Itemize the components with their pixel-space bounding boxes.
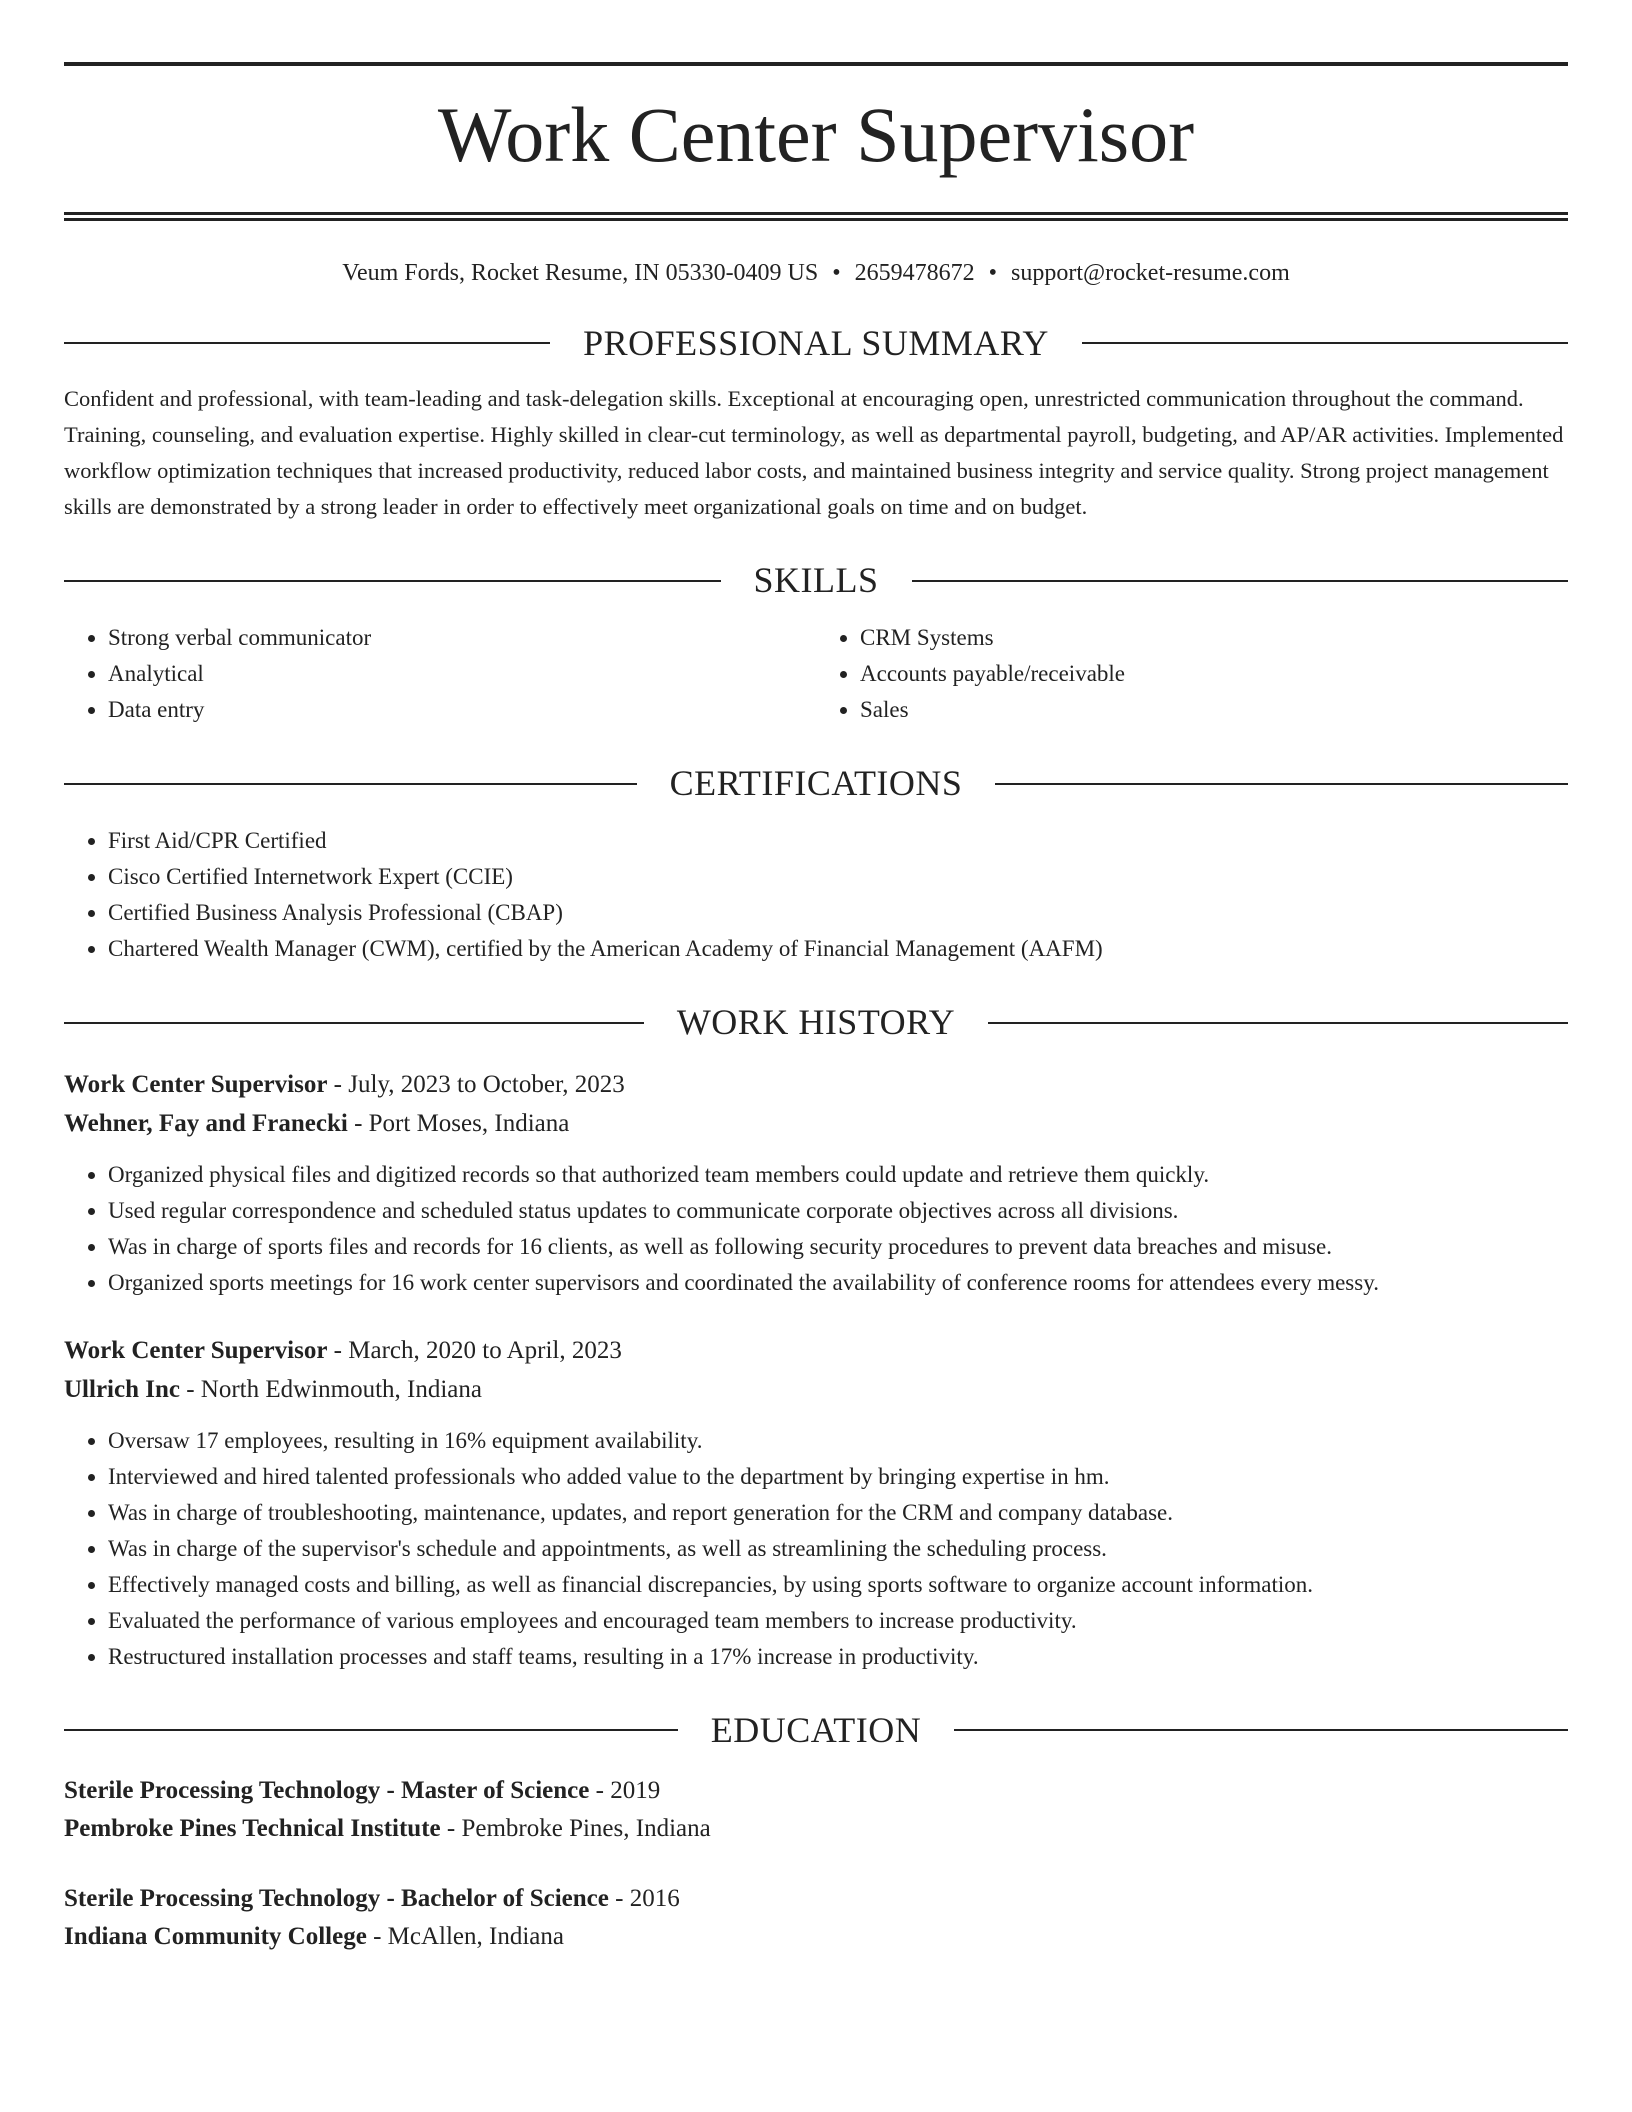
education-degree-line: [64, 1880, 1568, 1918]
job-bullet: • Organized physical files and digitized records so that authorized team members could update and retrieve them quickly.: [108, 1157, 1568, 1193]
heading-rule-left: [64, 580, 721, 582]
education-degree-line: [64, 1772, 1568, 1810]
certification-item: • Cisco Certified Internetwork Expert (CCIE): [108, 859, 1568, 895]
job-dates: July, 2023 to October, 2023: [348, 1070, 625, 1098]
section-title: EDUCATION: [710, 1709, 922, 1750]
job-bullets: [64, 1423, 1568, 1675]
heading-rule-left: [64, 342, 550, 344]
certifications-list: [64, 823, 1568, 967]
education-school-line: [64, 1918, 1568, 1956]
contact-separator: •: [832, 260, 841, 286]
certification-item: • Chartered Wealth Manager (CWM), certified by the American Academy of Financial Management (AAFM): [108, 931, 1568, 967]
dash: -: [608, 1884, 630, 1912]
heading-rule-right: [995, 783, 1568, 785]
skill-item: • Sales: [860, 692, 1568, 728]
heading-rule-right: [988, 1022, 1568, 1024]
dash: -: [347, 1109, 369, 1137]
resume-page: [64, 0, 1568, 1956]
job-bullets: [64, 1157, 1568, 1301]
skill-item: • Accounts payable/receivable: [860, 656, 1568, 692]
dash: -: [179, 1375, 201, 1403]
section-title: WORK HISTORY: [676, 1002, 956, 1043]
job-bullet: • Used regular correspondence and scheduled status updates to communicate corporate objectives across all divisions.: [108, 1193, 1568, 1229]
job-bullet: • Restructured installation processes and staff teams, resulting in a 17% increase in productivity.: [108, 1639, 1568, 1675]
heading-rule-right: [954, 1729, 1568, 1731]
skill-item: • CRM Systems: [860, 620, 1568, 656]
job-company: Ullrich Inc: [64, 1375, 180, 1403]
section-heading-work-history: [64, 1001, 1568, 1044]
skill-item: • Data entry: [108, 692, 816, 728]
job-entry: [64, 1331, 1568, 1675]
skills-list-right: [816, 620, 1568, 728]
contact-address: Veum Fords, Rocket Resume, IN 05330-0409 US: [342, 260, 819, 286]
heading-rule-left: [64, 783, 637, 785]
job-company: Wehner, Fay and Franecki: [64, 1109, 348, 1137]
certification-item: • First Aid/CPR Certified: [108, 823, 1568, 859]
job-title: Work Center Supervisor: [64, 1070, 328, 1098]
education-entry: [64, 1772, 1568, 1848]
title-double-rule: [64, 212, 1568, 221]
job-company-line: [64, 1370, 1568, 1409]
skills-columns: [64, 620, 1568, 728]
contact-phone: 2659478672: [854, 260, 975, 286]
resume-title: Work Center Supervisor: [437, 91, 1195, 178]
heading-rule-right: [1082, 342, 1568, 344]
heading-rule-left: [64, 1729, 678, 1731]
education-year: 2019: [610, 1776, 661, 1804]
contact-separator: •: [988, 260, 998, 286]
certification-item: • Certified Business Analysis Professional (CBAP): [108, 895, 1568, 931]
education-location: McAllen, Indiana: [387, 1922, 564, 1950]
job-company-line: [64, 1104, 1568, 1143]
section-title: CERTIFICATIONS: [669, 763, 963, 804]
job-bullet: • Interviewed and hired talented professionals who added value to the department by bringing expertise in hm.: [108, 1459, 1568, 1495]
dash: -: [327, 1336, 349, 1364]
summary-text: Confident and professional, with team-leading and task-delegation skills. Exceptional at encouraging open, unrestricted communication throughout the command. Training, counseling, and evaluation expertise. Highly skilled in clear-cut terminology, as well as departmental payroll, budgeting, and AP/AR activities. Implemented workflow optimization techniques that increased productivity, reduced labor costs, and maintained business integrity and service quality. Strong project management skills are demonstrated by a strong leader in order to effectively meet organizational goals on time and on budget.: [64, 385, 1564, 519]
skills-list-left: [64, 620, 816, 728]
job-bullet: • Was in charge of the supervisor's schedule and appointments, as well as streamlining the scheduling process.: [108, 1531, 1568, 1567]
section-heading-skills: [64, 559, 1568, 602]
skill-item: • Strong verbal communicator: [108, 620, 816, 656]
dash: -: [589, 1776, 611, 1804]
skill-item: • Analytical: [108, 656, 816, 692]
job-entry: [64, 1065, 1568, 1301]
education-school: Pembroke Pines Technical Institute: [64, 1814, 441, 1842]
dash: -: [366, 1922, 388, 1950]
dash: -: [327, 1070, 349, 1098]
job-location: Port Moses, Indiana: [368, 1109, 570, 1137]
heading-rule-right: [912, 580, 1569, 582]
section-title: SKILLS: [753, 559, 879, 600]
education-degree: Sterile Processing Technology - Master of Science: [64, 1776, 590, 1804]
education-degree: Sterile Processing Technology - Bachelor of Science: [64, 1884, 609, 1912]
section-title: PROFESSIONAL SUMMARY: [583, 322, 1049, 363]
education-entry: [64, 1880, 1568, 1956]
job-bullet: • Organized sports meetings for 16 work center supervisors and coordinated the availability of conference rooms for attendees every messy.: [108, 1265, 1568, 1301]
job-title: Work Center Supervisor: [64, 1336, 328, 1364]
job-title-line: [64, 1065, 1568, 1104]
job-bullet: • Was in charge of sports files and records for 16 clients, as well as following security procedures to prevent data breaches and misuse.: [108, 1229, 1568, 1265]
job-bullet: • Oversaw 17 employees, resulting in 16% equipment availability.: [108, 1423, 1568, 1459]
section-heading-certifications: [64, 762, 1568, 805]
education-school: Indiana Community College: [64, 1922, 367, 1950]
education-location: Pembroke Pines, Indiana: [461, 1814, 711, 1842]
contact-line: [64, 259, 1568, 288]
section-heading-summary: [64, 322, 1568, 365]
dash: -: [440, 1814, 462, 1842]
heading-rule-left: [64, 1022, 644, 1024]
section-heading-education: [64, 1709, 1568, 1752]
job-location: North Edwinmouth, Indiana: [200, 1375, 482, 1403]
education-year: 2016: [629, 1884, 680, 1912]
job-bullet: • Effectively managed costs and billing, as well as financial discrepancies, by using sports software to organize account information.: [108, 1567, 1568, 1603]
job-bullet: • Was in charge of troubleshooting, maintenance, updates, and report generation for the CRM and company database.: [108, 1495, 1568, 1531]
job-title-line: [64, 1331, 1568, 1370]
education-school-line: [64, 1810, 1568, 1848]
job-bullet: • Evaluated the performance of various employees and encouraged team members to increase productivity.: [108, 1603, 1568, 1639]
contact-email: support@rocket-resume.com: [1011, 260, 1290, 286]
job-dates: March, 2020 to April, 2023: [348, 1336, 622, 1364]
